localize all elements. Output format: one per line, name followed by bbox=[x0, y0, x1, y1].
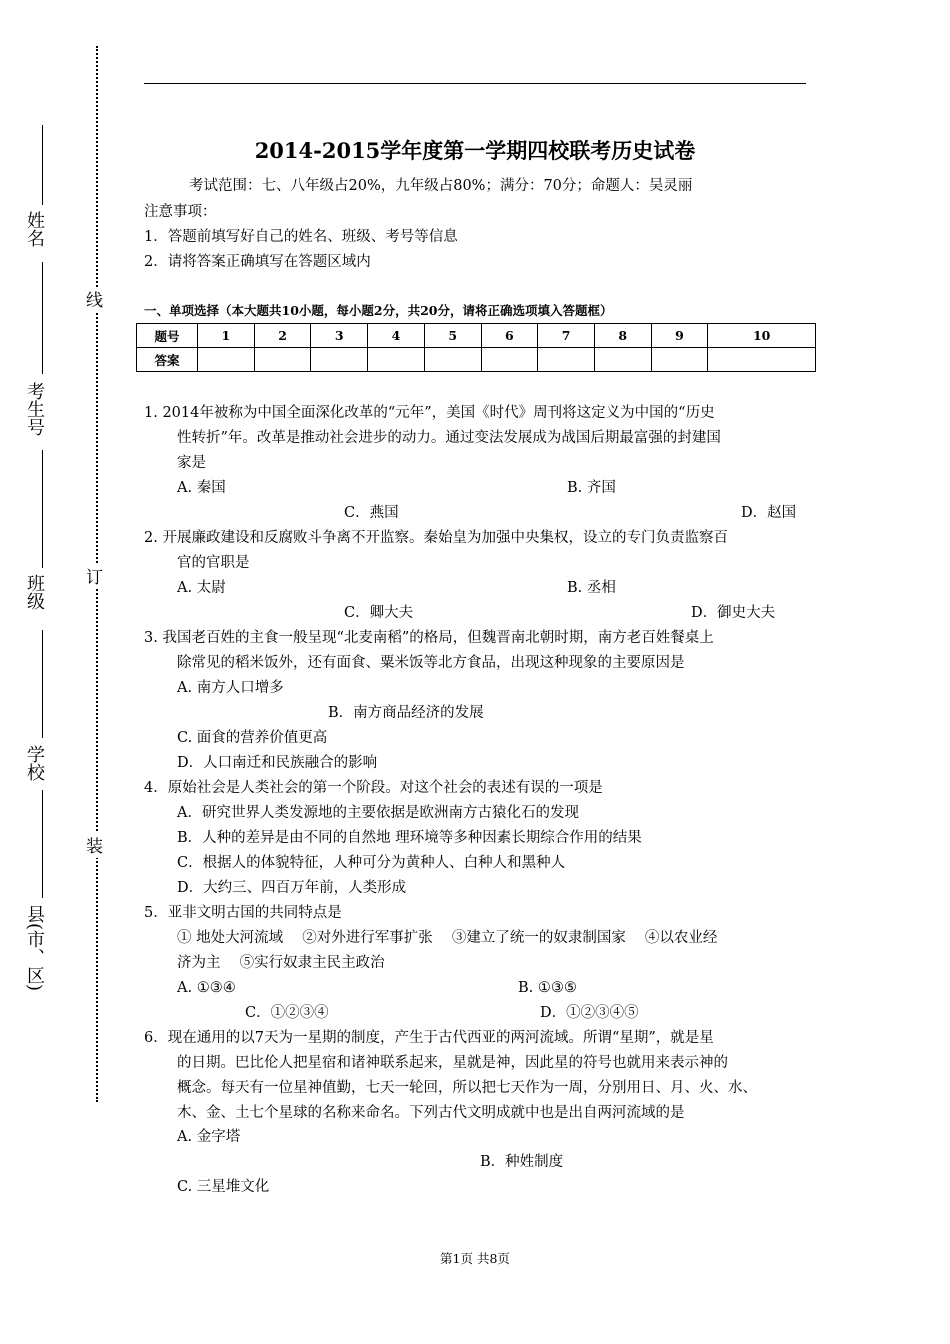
question-number: 3 bbox=[311, 324, 368, 348]
page-footer: 第1页 共8页 bbox=[440, 1251, 510, 1266]
q2-option-c: C．卿大夫 bbox=[344, 605, 414, 621]
q4-option-d: D．大约三、四百万年前，人类形成 bbox=[177, 880, 407, 896]
sidebar-class-label: 班级 bbox=[24, 574, 45, 610]
q4-option-c: C．根据人的体貌特征，人种可分为黄种人、白种人和黑种人 bbox=[177, 855, 566, 871]
q6-option-a: A. 金字塔 bbox=[177, 1129, 241, 1145]
q1-stem-line2: 性转折”年。改革是推动社会进步的动力。通过变法发展成为战国后期最富强的封建国 bbox=[177, 430, 721, 446]
notice-title: 注意事项： bbox=[144, 204, 217, 220]
answer-table bbox=[136, 323, 816, 372]
exam-info: 考试范围：七、八年级占20%，九年级占80%；满分：70分；命题人：吴灵丽 bbox=[189, 178, 693, 194]
answer-cell[interactable] bbox=[198, 348, 255, 372]
q3-option-d: D．人口南迁和民族融合的影响 bbox=[177, 755, 378, 771]
page-title: 2014-2015学年度第一学期四校联考历史试卷 bbox=[254, 138, 696, 163]
sidebar-exam-no-label: 考生号 bbox=[24, 382, 45, 436]
answer-cell[interactable] bbox=[311, 348, 368, 372]
binding-ding-char: 订 bbox=[82, 564, 102, 589]
q1-option-a: A. 秦国 bbox=[177, 480, 226, 496]
answer-table-number-row bbox=[137, 324, 816, 348]
question-number: 2 bbox=[254, 324, 311, 348]
q6-option-b: B．种姓制度 bbox=[480, 1154, 564, 1170]
sidebar-county-underline bbox=[42, 790, 43, 898]
q2-option-b: B. 丞相 bbox=[567, 580, 616, 596]
answer-cell[interactable] bbox=[594, 348, 651, 372]
sidebar-school-underline bbox=[42, 630, 43, 738]
q1-option-c: C．燕国 bbox=[344, 505, 399, 521]
question-number: 6 bbox=[481, 324, 538, 348]
q2-option-a: A. 太尉 bbox=[177, 580, 226, 596]
sidebar-school-label: 学校 bbox=[24, 745, 45, 781]
answer-cell[interactable] bbox=[708, 348, 816, 372]
q3-option-b: B．南方商品经济的发展 bbox=[328, 705, 484, 721]
q3-stem-line2: 除常见的稻米饭外，还有面食、粟米饭等北方食品，出现这种现象的主要原因是 bbox=[177, 655, 685, 671]
question-number: 10 bbox=[708, 324, 816, 348]
q6-stem-line1: 6．现在通用的以7天为一星期的制度，产生于古代西亚的两河流域。所谓“星期”，就是星 bbox=[144, 1030, 714, 1046]
q5-option-c: C．①②③④ bbox=[245, 1005, 329, 1021]
section-heading: 一、单项选择（本大题共10小题，每小题2分，共20分，请将正确选项填入答题框） bbox=[144, 303, 613, 318]
q3-stem-line1: 3. 我国老百姓的主食一般呈现“北麦南稻”的格局，但魏晋南北朝时期，南方老百姓餐桌上 bbox=[144, 630, 714, 646]
answer-cell[interactable] bbox=[254, 348, 311, 372]
q2-option-d: D．御史大夫 bbox=[691, 605, 776, 621]
row-label-answer: 答案 bbox=[137, 348, 198, 372]
answer-cell[interactable] bbox=[368, 348, 425, 372]
answer-cell[interactable] bbox=[424, 348, 481, 372]
q4-option-a: A．研究世界人类发源地的主要依据是欧洲南方古猿化石的发现 bbox=[177, 805, 579, 821]
q6-stem-line4: 木、金、土七个星球的名称来命名。下列古代文明成就中也是出自两河流域的是 bbox=[177, 1105, 685, 1121]
binding-line-char: 线 bbox=[82, 287, 102, 312]
question-number: 1 bbox=[198, 324, 255, 348]
q1-option-b: B. 齐国 bbox=[567, 480, 616, 496]
q3-option-c: C. 面食的营养价值更高 bbox=[177, 730, 328, 746]
question-number: 5 bbox=[424, 324, 481, 348]
sidebar-exam-no-underline bbox=[42, 262, 43, 374]
answer-cell[interactable] bbox=[651, 348, 708, 372]
answer-cell[interactable] bbox=[481, 348, 538, 372]
binding-zhuang-char: 装 bbox=[82, 833, 102, 858]
header-rule bbox=[144, 83, 806, 84]
notice-item-2: 2．请将答案正确填写在答题区域内 bbox=[144, 254, 371, 270]
q2-stem-line1: 2. 开展廉政建设和反腐败斗争离不开监察。秦始皇为加强中央集权，设立的专门负责监察百 bbox=[144, 530, 728, 546]
q3-option-a: A. 南方人口增多 bbox=[177, 680, 284, 696]
question-number: 8 bbox=[594, 324, 651, 348]
row-label-number: 题号 bbox=[137, 324, 198, 348]
question-number: 7 bbox=[538, 324, 595, 348]
q5-stem-line3: 济为主 ⑤实行奴隶主民主政治 bbox=[177, 955, 385, 971]
q1-stem-line1: 1. 2014年被称为中国全面深化改革的“元年”，美国《时代》周刊将这定义为中国的“历史 bbox=[144, 405, 715, 421]
q6-option-c: C. 三星堆文化 bbox=[177, 1179, 270, 1195]
q1-option-d: D．赵国 bbox=[741, 505, 797, 521]
q6-stem-line2: 的日期。巴比伦人把星宿和诸神联系起来，星就是神，因此星的符号也就用来表示神的 bbox=[177, 1055, 728, 1071]
question-number: 9 bbox=[651, 324, 708, 348]
q4-stem-line1: 4．原始社会是人类社会的第一个阶段。对这个社会的表述有误的一项是 bbox=[144, 780, 603, 796]
sidebar-county-label: 县(市、区) bbox=[24, 905, 45, 992]
question-number: 4 bbox=[368, 324, 425, 348]
q2-stem-line2: 官的官职是 bbox=[177, 555, 250, 571]
answer-cell[interactable] bbox=[538, 348, 595, 372]
q5-stem-line1: 5．亚非文明古国的共同特点是 bbox=[144, 905, 342, 921]
notice-item-1: 1．答题前填写好自己的姓名、班级、考号等信息 bbox=[144, 229, 458, 245]
q4-option-b: B．人种的差异是由不同的自然地 理环境等多种因素长期综合作用的结果 bbox=[177, 830, 642, 846]
sidebar-class-underline bbox=[42, 450, 43, 568]
sidebar-name-underline bbox=[42, 125, 43, 205]
q5-stem-line2: ① 地处大河流域 ②对外进行军事扩张 ③建立了统一的奴隶制国家 ④以农业经 bbox=[177, 930, 718, 946]
q5-option-a: A. ①③④ bbox=[177, 980, 236, 996]
q6-stem-line3: 概念。每天有一位星神值勤，七天一轮回，所以把七天作为一周，分别用日、月、火、水、 bbox=[177, 1080, 757, 1096]
sidebar-name-label: 姓名 bbox=[24, 211, 45, 247]
q5-option-d: D．①②③④⑤ bbox=[540, 1005, 639, 1021]
answer-table-answer-row bbox=[137, 348, 816, 372]
q5-option-b: B. ①③⑤ bbox=[518, 980, 577, 996]
q1-stem-line3: 家是 bbox=[177, 455, 206, 471]
